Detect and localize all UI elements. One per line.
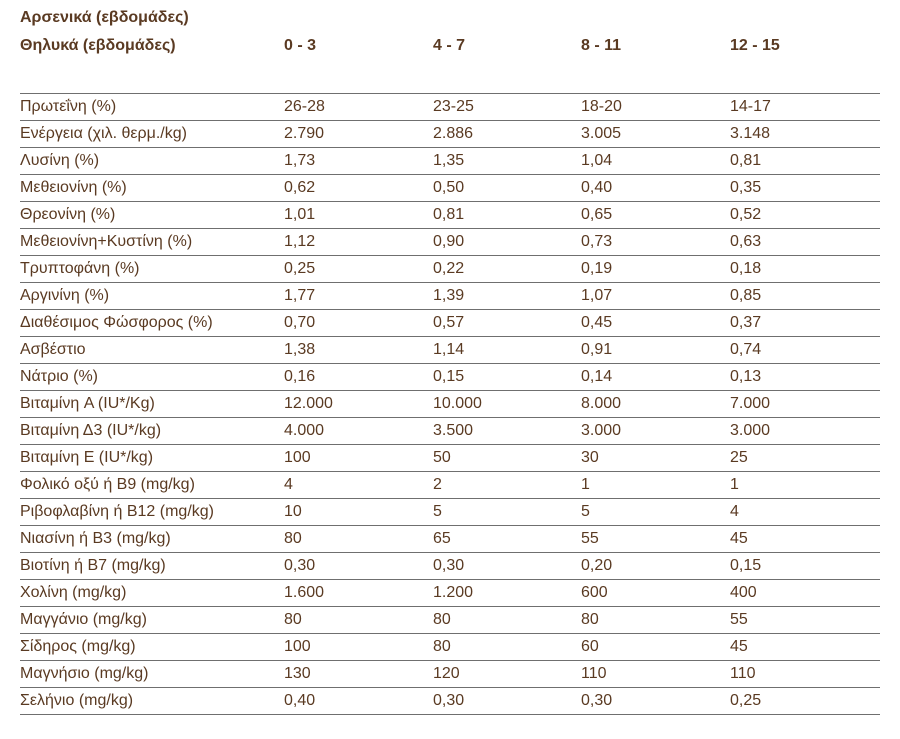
- table-row: [20, 310, 880, 337]
- value-period-3: 0,19: [581, 256, 730, 283]
- value-period-3: 30: [581, 445, 730, 472]
- value-period-3: 600: [581, 580, 730, 607]
- value-period-1: 80: [284, 526, 433, 553]
- value-period-1: 1,73: [284, 148, 433, 175]
- nutrient-label: Μαγγάνιο (mg/kg): [20, 607, 284, 634]
- value-period-4: 0,63: [730, 229, 880, 256]
- value-period-4: 4: [730, 499, 880, 526]
- table-row: [20, 94, 880, 121]
- value-period-2: 0,57: [433, 310, 581, 337]
- value-period-3: 0,14: [581, 364, 730, 391]
- nutrient-label: Λυσίνη (%): [20, 148, 284, 175]
- value-period-3: 0,65: [581, 202, 730, 229]
- table-row: [20, 256, 880, 283]
- table-row: [20, 364, 880, 391]
- nutrient-label: Τρυπτοφάνη (%): [20, 256, 284, 283]
- table-row: [20, 688, 880, 715]
- nutrient-label: Ριβοφλαβίνη ή B12 (mg/kg): [20, 499, 284, 526]
- value-period-2: 65: [433, 526, 581, 553]
- value-period-3: 0,40: [581, 175, 730, 202]
- nutrient-label: Βιταμίνη Δ3 (IU*/kg): [20, 418, 284, 445]
- nutrient-label: Σίδηρος (mg/kg): [20, 634, 284, 661]
- value-period-1: 4.000: [284, 418, 433, 445]
- value-period-4: 400: [730, 580, 880, 607]
- value-period-1: 10: [284, 499, 433, 526]
- value-period-4: 0,13: [730, 364, 880, 391]
- value-period-4: 45: [730, 526, 880, 553]
- nutrient-label: Διαθέσιμος Φώσφορος (%): [20, 310, 284, 337]
- value-period-4: 1: [730, 472, 880, 499]
- table-row: [20, 148, 880, 175]
- value-period-3: 8.000: [581, 391, 730, 418]
- value-period-4: 45: [730, 634, 880, 661]
- value-period-1: 0,16: [284, 364, 433, 391]
- value-period-3: 55: [581, 526, 730, 553]
- table-row: [20, 391, 880, 418]
- nutrient-label: Νιασίνη ή B3 (mg/kg): [20, 526, 284, 553]
- value-period-1: 1,12: [284, 229, 433, 256]
- value-period-3: 5: [581, 499, 730, 526]
- nutrient-table-body: [20, 94, 880, 715]
- value-period-2: 0,22: [433, 256, 581, 283]
- value-period-1: 0,62: [284, 175, 433, 202]
- value-period-4: 55: [730, 607, 880, 634]
- value-period-4: 0,85: [730, 283, 880, 310]
- value-period-2: 80: [433, 607, 581, 634]
- value-period-4: 0,25: [730, 688, 880, 715]
- table-row: [20, 283, 880, 310]
- value-period-2: 5: [433, 499, 581, 526]
- period-header-3: 8 - 11: [581, 37, 622, 54]
- value-period-2: 1.200: [433, 580, 581, 607]
- value-period-3: 60: [581, 634, 730, 661]
- period-header-4: 12 - 15: [730, 37, 780, 54]
- value-period-1: 2.790: [284, 121, 433, 148]
- value-period-1: 0,40: [284, 688, 433, 715]
- table-row: [20, 499, 880, 526]
- value-period-4: 3.148: [730, 121, 880, 148]
- value-period-4: 0,81: [730, 148, 880, 175]
- value-period-3: 0,20: [581, 553, 730, 580]
- value-period-4: 0,35: [730, 175, 880, 202]
- value-period-1: 100: [284, 634, 433, 661]
- nutrient-label: Πρωτεΐνη (%): [20, 94, 284, 121]
- value-period-3: 3.005: [581, 121, 730, 148]
- nutrient-label: Ενέργεια (χιλ. θερμ./kg): [20, 121, 284, 148]
- value-period-4: 0,74: [730, 337, 880, 364]
- value-period-1: 0,30: [284, 553, 433, 580]
- value-period-3: 0,91: [581, 337, 730, 364]
- nutrient-label: Χολίνη (mg/kg): [20, 580, 284, 607]
- value-period-4: 0,52: [730, 202, 880, 229]
- nutrient-label: Βιταμίνη A (IU*/Kg): [20, 391, 284, 418]
- value-period-2: 23-25: [433, 94, 581, 121]
- period-header-2: 4 - 7: [433, 37, 466, 54]
- nutrient-label: Σελήνιο (mg/kg): [20, 688, 284, 715]
- value-period-4: 0,15: [730, 553, 880, 580]
- value-period-3: 0,30: [581, 688, 730, 715]
- value-period-2: 120: [433, 661, 581, 688]
- nutrient-label: Μαγνήσιο (mg/kg): [20, 661, 284, 688]
- females-weeks-label: Θηλυκά (εβδομάδες): [20, 37, 176, 54]
- nutrient-label: Μεθειονίνη (%): [20, 175, 284, 202]
- value-period-2: 0,90: [433, 229, 581, 256]
- table-row: [20, 661, 880, 688]
- value-period-1: 1,77: [284, 283, 433, 310]
- value-period-4: 0,18: [730, 256, 880, 283]
- value-period-2: 0,81: [433, 202, 581, 229]
- nutrient-label: Βιοτίνη ή B7 (mg/kg): [20, 553, 284, 580]
- value-period-3: 0,73: [581, 229, 730, 256]
- value-period-2: 0,30: [433, 553, 581, 580]
- value-period-1: 0,70: [284, 310, 433, 337]
- value-period-2: 50: [433, 445, 581, 472]
- value-period-3: 18-20: [581, 94, 730, 121]
- nutrient-label: Φολικό οξύ ή B9 (mg/kg): [20, 472, 284, 499]
- value-period-4: 0,37: [730, 310, 880, 337]
- table-row: [20, 418, 880, 445]
- value-period-2: 0,30: [433, 688, 581, 715]
- nutrient-label: Βιταμίνη E (IU*/kg): [20, 445, 284, 472]
- table-row: [20, 337, 880, 364]
- table-row: [20, 634, 880, 661]
- nutrient-label: Νάτριο (%): [20, 364, 284, 391]
- value-period-1: 26-28: [284, 94, 433, 121]
- value-period-2: 10.000: [433, 391, 581, 418]
- table-row: [20, 553, 880, 580]
- table-row: [20, 121, 880, 148]
- value-period-2: 1,35: [433, 148, 581, 175]
- value-period-2: 1,39: [433, 283, 581, 310]
- value-period-1: 4: [284, 472, 433, 499]
- nutrient-label: Μεθειονίνη+Κυστίνη (%): [20, 229, 284, 256]
- value-period-3: 3.000: [581, 418, 730, 445]
- value-period-1: 130: [284, 661, 433, 688]
- value-period-1: 0,25: [284, 256, 433, 283]
- table-row: [20, 445, 880, 472]
- value-period-3: 1,04: [581, 148, 730, 175]
- value-period-1: 100: [284, 445, 433, 472]
- value-period-4: 14-17: [730, 94, 880, 121]
- table-row: [20, 607, 880, 634]
- table-row: [20, 202, 880, 229]
- value-period-4: 3.000: [730, 418, 880, 445]
- nutrient-label: Θρεονίνη (%): [20, 202, 284, 229]
- value-period-1: 1,01: [284, 202, 433, 229]
- value-period-4: 25: [730, 445, 880, 472]
- table-row: [20, 472, 880, 499]
- value-period-3: 110: [581, 661, 730, 688]
- value-period-2: 2.886: [433, 121, 581, 148]
- value-period-1: 1.600: [284, 580, 433, 607]
- value-period-4: 110: [730, 661, 880, 688]
- value-period-3: 1: [581, 472, 730, 499]
- nutrient-label: Αργινίνη (%): [20, 283, 284, 310]
- value-period-2: 2: [433, 472, 581, 499]
- value-period-2: 1,14: [433, 337, 581, 364]
- value-period-2: 0,15: [433, 364, 581, 391]
- value-period-1: 12.000: [284, 391, 433, 418]
- period-header-1: 0 - 3: [284, 37, 317, 54]
- table-row: [20, 175, 880, 202]
- value-period-1: 80: [284, 607, 433, 634]
- table-row: [20, 229, 880, 256]
- value-period-3: 80: [581, 607, 730, 634]
- value-period-2: 3.500: [433, 418, 581, 445]
- value-period-1: 1,38: [284, 337, 433, 364]
- value-period-4: 7.000: [730, 391, 880, 418]
- males-weeks-label: Αρσενικά (εβδομάδες): [20, 9, 189, 26]
- nutrient-label: Ασβέστιο: [20, 337, 284, 364]
- value-period-2: 0,50: [433, 175, 581, 202]
- value-period-3: 0,45: [581, 310, 730, 337]
- value-period-3: 1,07: [581, 283, 730, 310]
- nutrient-table: [20, 93, 880, 715]
- table-row: [20, 580, 880, 607]
- value-period-2: 80: [433, 634, 581, 661]
- table-row: [20, 526, 880, 553]
